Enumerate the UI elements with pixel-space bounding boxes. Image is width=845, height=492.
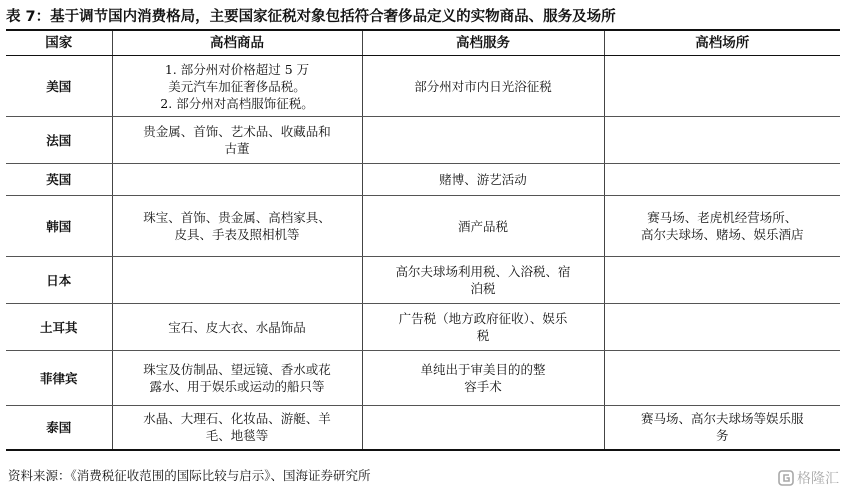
- cell-text-line: 容手术: [464, 379, 502, 394]
- country-cell: 法国: [6, 117, 112, 164]
- venues-cell: [604, 56, 840, 117]
- services-cell: [362, 351, 604, 406]
- services-cell: [362, 196, 604, 257]
- services-cell: [362, 406, 604, 450]
- country-cell: 英国: [6, 164, 112, 196]
- goods-cell: [112, 196, 362, 257]
- goods-cell: [112, 117, 362, 164]
- header-services: 高档服务: [362, 30, 604, 56]
- luxury-tax-table: [6, 29, 840, 451]
- cell-text-line: 酒产品税: [457, 218, 508, 234]
- goods-cell: [112, 304, 362, 351]
- watermark: [778, 468, 839, 488]
- cell-text-line: 高尔夫球场利用税、入浴税、宿: [395, 264, 571, 279]
- table-row: [6, 56, 840, 117]
- cell-text-line: 贵金属、首饰、艺术品、收藏品和: [143, 124, 331, 139]
- table-row: [6, 351, 840, 406]
- watermark-text: 格隆汇: [797, 471, 839, 487]
- venues-cell: [604, 164, 840, 196]
- cell-text-line: 1. 部分州对价格超过 5 万: [164, 61, 310, 77]
- cell-text-line: 珠宝及仿制品、望远镜、香水或花: [143, 362, 331, 377]
- goods-cell: [112, 164, 362, 196]
- country-cell: 泰国: [6, 406, 112, 450]
- cell-text-line: 单纯出于审美目的的整: [420, 362, 546, 377]
- cell-text-line: 古董: [224, 141, 250, 156]
- table-title: 表 7：基于调节国内消费格局，主要国家征税对象包括符合奢侈品定义的实物商品、服务及场所: [6, 9, 616, 25]
- gelonghui-logo-icon: [778, 470, 794, 486]
- venues-cell: [604, 117, 840, 164]
- services-cell: [362, 164, 604, 196]
- cell-text-line: 水晶、大理石、化妆品、游艇、羊: [143, 411, 331, 427]
- country-cell: 美国: [6, 56, 112, 117]
- cell-text-line: 高尔夫球场、赌场、娱乐酒店: [640, 227, 804, 242]
- header-row: [6, 30, 840, 56]
- cell-text-line: 2. 部分州对高档服饰征税。: [160, 95, 314, 111]
- table-row: [6, 164, 840, 196]
- goods-cell: [112, 257, 362, 304]
- cell-text-line: 皮具、手表及照相机等: [174, 227, 300, 242]
- header-goods: 高档商品: [112, 30, 362, 56]
- services-cell: [362, 304, 604, 351]
- goods-cell: [112, 351, 362, 406]
- cell-text-line: 宝石、皮大衣、水晶饰品: [168, 319, 306, 335]
- venues-cell: [604, 196, 840, 257]
- goods-cell: [112, 406, 362, 450]
- cell-text-line: 赌博、游艺活动: [439, 172, 527, 187]
- cell-text-line: 务: [715, 428, 729, 444]
- cell-text-line: 赛马场、高尔夫球场等娱乐服: [640, 411, 804, 427]
- country-cell: 日本: [6, 257, 112, 304]
- country-cell: 土耳其: [6, 304, 112, 351]
- table-row: [6, 257, 840, 304]
- venues-cell: [604, 351, 840, 406]
- venues-cell: [604, 304, 840, 351]
- goods-cell: [112, 56, 362, 117]
- services-cell: [362, 257, 604, 304]
- table-row: [6, 117, 840, 164]
- cell-text-line: 税: [476, 328, 490, 343]
- table-row: [6, 406, 840, 450]
- cell-text-line: 赛马场、老虎机经营场所、: [647, 210, 798, 225]
- cell-text-line: 部分州对市内日光浴征税: [414, 78, 552, 94]
- cell-text-line: 毛、地毯等: [205, 428, 269, 444]
- country-cell: 韩国: [6, 196, 112, 257]
- cell-text-line: 露水、用于娱乐或运动的船只等: [149, 379, 325, 394]
- table-row: [6, 304, 840, 351]
- services-cell: [362, 56, 604, 117]
- venues-cell: [604, 406, 840, 450]
- cell-text-line: 泊税: [470, 281, 496, 296]
- cell-text-line: 广告税（地方政府征收）、娱乐: [398, 311, 568, 326]
- table-row: [6, 196, 840, 257]
- services-cell: [362, 117, 604, 164]
- venues-cell: [604, 257, 840, 304]
- source-note: 资料来源：《消费税征收范围的国际比较与启示》、国海证券研究所: [8, 468, 371, 483]
- cell-text-line: 珠宝、首饰、贵金属、高档家具、: [143, 210, 331, 225]
- country-cell: 菲律宾: [6, 351, 112, 406]
- header-country: 国家: [6, 30, 112, 56]
- cell-text-line: 美元汽车加征奢侈品税。: [168, 78, 306, 94]
- header-venues: 高档场所: [604, 30, 840, 56]
